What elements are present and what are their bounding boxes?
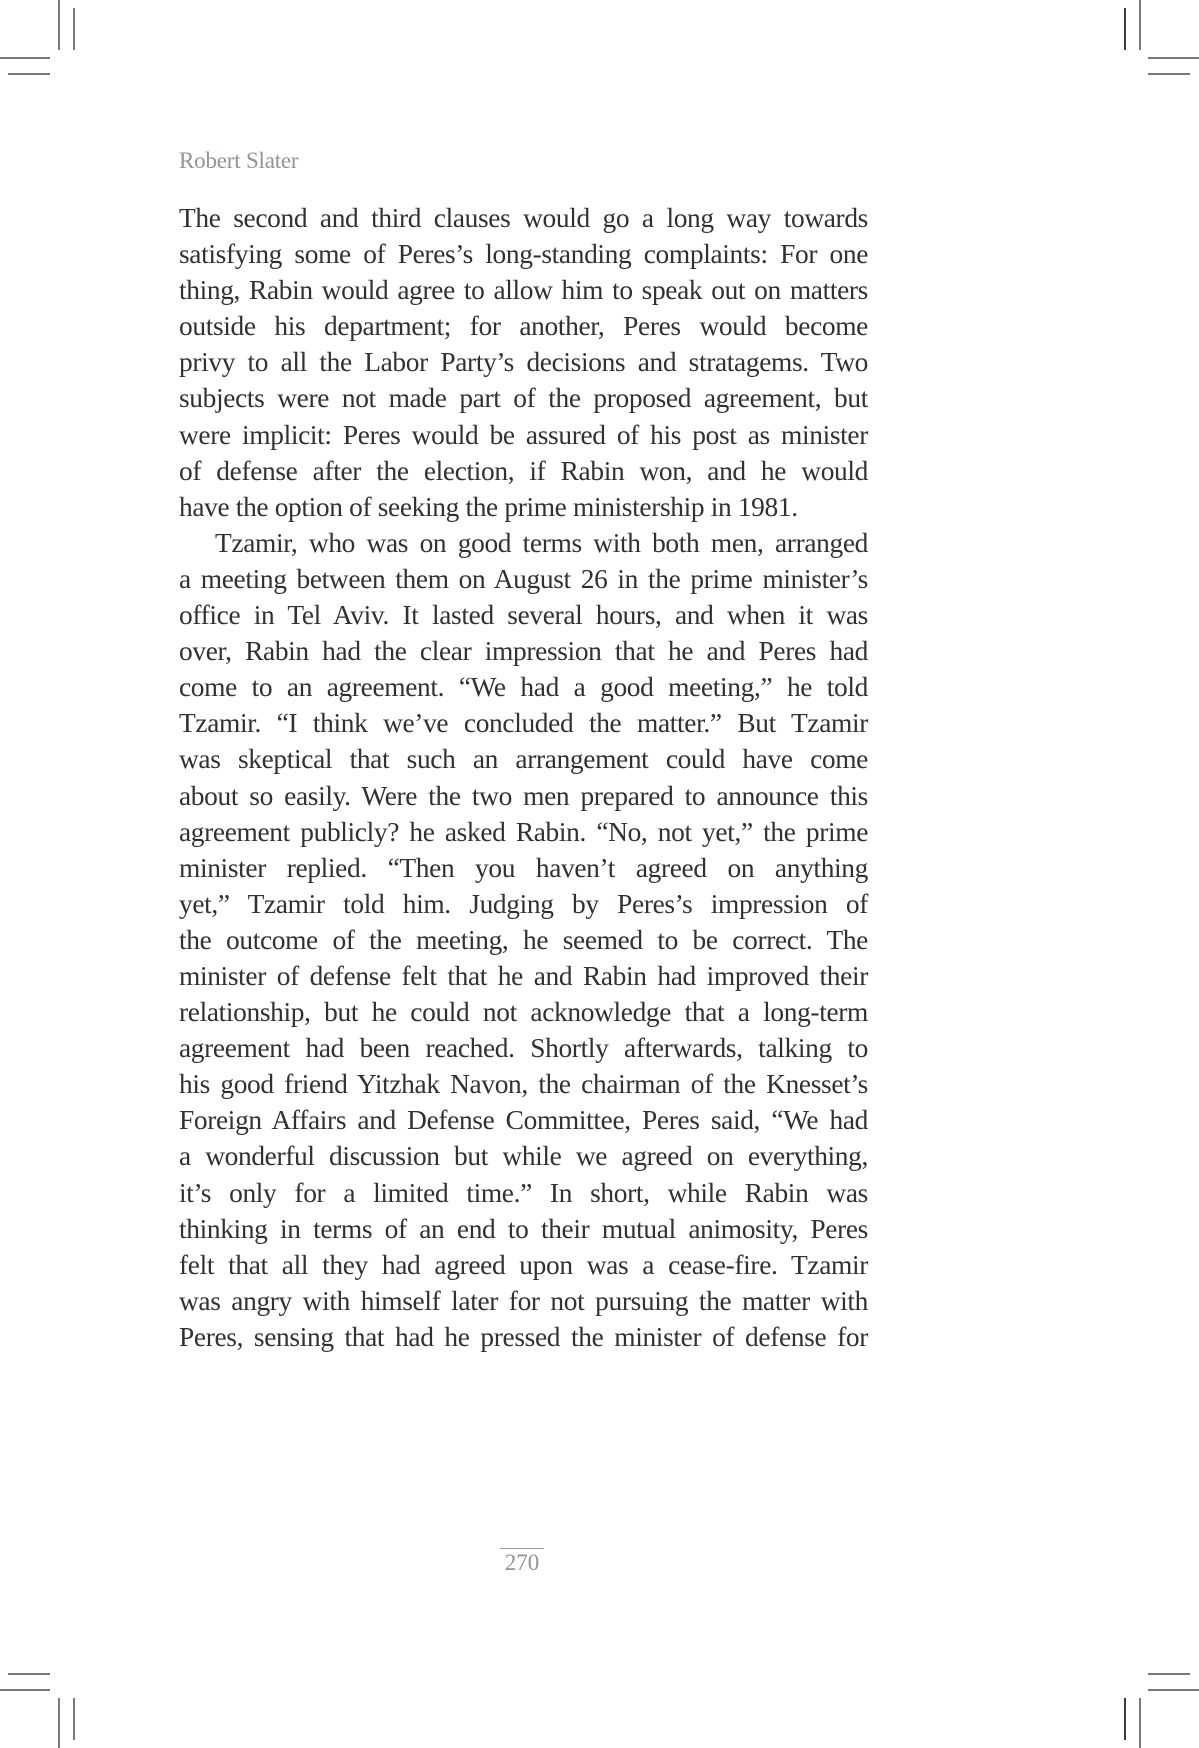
text-line: Peres, sensing that had he pressed the minister of defense for xyxy=(179,1321,868,1352)
page-number: 270 xyxy=(500,1548,544,1577)
text-line: privy to all the Labor Party’s decisions and stratagems. Two xyxy=(179,347,868,378)
text-line: were implicit: Peres would be assured of his post as minister xyxy=(179,419,868,450)
text-line: come to an agreement. “We had a good meeting,” he told xyxy=(179,672,868,703)
text-line: minister replied. “Then you haven’t agreed on anything xyxy=(179,852,868,883)
crop-mark-top-right-vertical-inner xyxy=(1124,8,1126,50)
crop-mark-bottom-left-vertical-inner xyxy=(73,1698,75,1740)
text-line: outside his department; for another, Peres would become xyxy=(179,311,868,342)
text-line: minister of defense felt that he and Rabin had improved their xyxy=(179,960,868,991)
crop-mark-top-left-vertical-outer xyxy=(58,0,60,50)
text-line: Foreign Affairs and Defense Committee, Peres said, “We had xyxy=(179,1105,868,1136)
text-line: it’s only for a limited time.” In short, while Rabin was xyxy=(179,1177,868,1208)
text-line: of defense after the election, if Rabin won, and he would xyxy=(179,455,868,486)
crop-mark-top-right-vertical-outer xyxy=(1139,0,1141,50)
crop-mark-top-left-horizontal-inner xyxy=(8,73,50,75)
text-line: Tzamir. “I think we’ve concluded the matter.” But Tzamir xyxy=(179,708,868,739)
text-line: was skeptical that such an arrangement could have come xyxy=(179,744,868,775)
text-line: The second and third clauses would go a long way towards xyxy=(179,203,868,233)
text-line: yet,” Tzamir told him. Judging by Peres’s impression of xyxy=(179,888,868,919)
text-line: his good friend Yitzhak Navon, the chairman of the Knesset’s xyxy=(179,1069,868,1100)
text-line: Tzamir, who was on good terms with both men, arranged xyxy=(215,527,868,558)
text-line: relationship, but he could not acknowledge that a long-term xyxy=(179,997,868,1028)
text-line: agreement had been reached. Shortly afterwards, talking to xyxy=(179,1033,868,1064)
text-line: a meeting between them on August 26 in the prime minister’s xyxy=(179,563,868,594)
text-line: thinking in terms of an end to their mutual animosity, Peres xyxy=(179,1213,868,1244)
crop-mark-bottom-right-horizontal-outer xyxy=(1148,1689,1199,1691)
text-line: office in Tel Aviv. It lasted several hours, and when it was xyxy=(179,600,868,631)
text-line: felt that all they had agreed upon was a cease-fire. Tzamir xyxy=(179,1249,868,1280)
text-line: a wonderful discussion but while we agreed on everything, xyxy=(179,1141,868,1172)
crop-mark-bottom-right-vertical-inner xyxy=(1124,1698,1126,1740)
crop-mark-top-right-horizontal-inner xyxy=(1148,73,1190,75)
text-line: about so easily. Were the two men prepared to announce this xyxy=(179,780,868,811)
running-head-author: Robert Slater xyxy=(179,148,299,173)
crop-mark-top-left-vertical-inner xyxy=(73,8,75,50)
crop-mark-top-left-horizontal-outer xyxy=(0,57,50,59)
crop-mark-bottom-left-horizontal-inner xyxy=(8,1673,50,1675)
text-line: subjects were not made part of the proposed agreement, but xyxy=(179,383,868,414)
text-line: over, Rabin had the clear impression that he and Peres had xyxy=(179,636,868,667)
text-line: the outcome of the meeting, he seemed to be correct. The xyxy=(179,924,868,955)
crop-mark-bottom-left-horizontal-outer xyxy=(0,1689,50,1691)
crop-mark-top-right-horizontal-outer xyxy=(1148,57,1199,59)
crop-mark-bottom-right-vertical-outer xyxy=(1139,1698,1141,1748)
text-line: satisfying some of Peres’s long-standing complaints: For one xyxy=(179,239,868,270)
paragraph xyxy=(179,525,868,1355)
paragraph xyxy=(179,200,868,525)
crop-mark-bottom-right-horizontal-inner xyxy=(1148,1673,1190,1675)
text-line: thing, Rabin would agree to allow him to speak out on matters xyxy=(179,275,868,306)
text-line: was angry with himself later for not pursuing the matter with xyxy=(179,1285,868,1316)
body-text xyxy=(179,200,868,1355)
text-line: agreement publicly? he asked Rabin. “No, not yet,” the prime xyxy=(179,816,868,847)
text-line: have the option of seeking the prime ministership in 1981. xyxy=(179,491,798,522)
crop-mark-bottom-left-vertical-outer xyxy=(58,1698,60,1748)
